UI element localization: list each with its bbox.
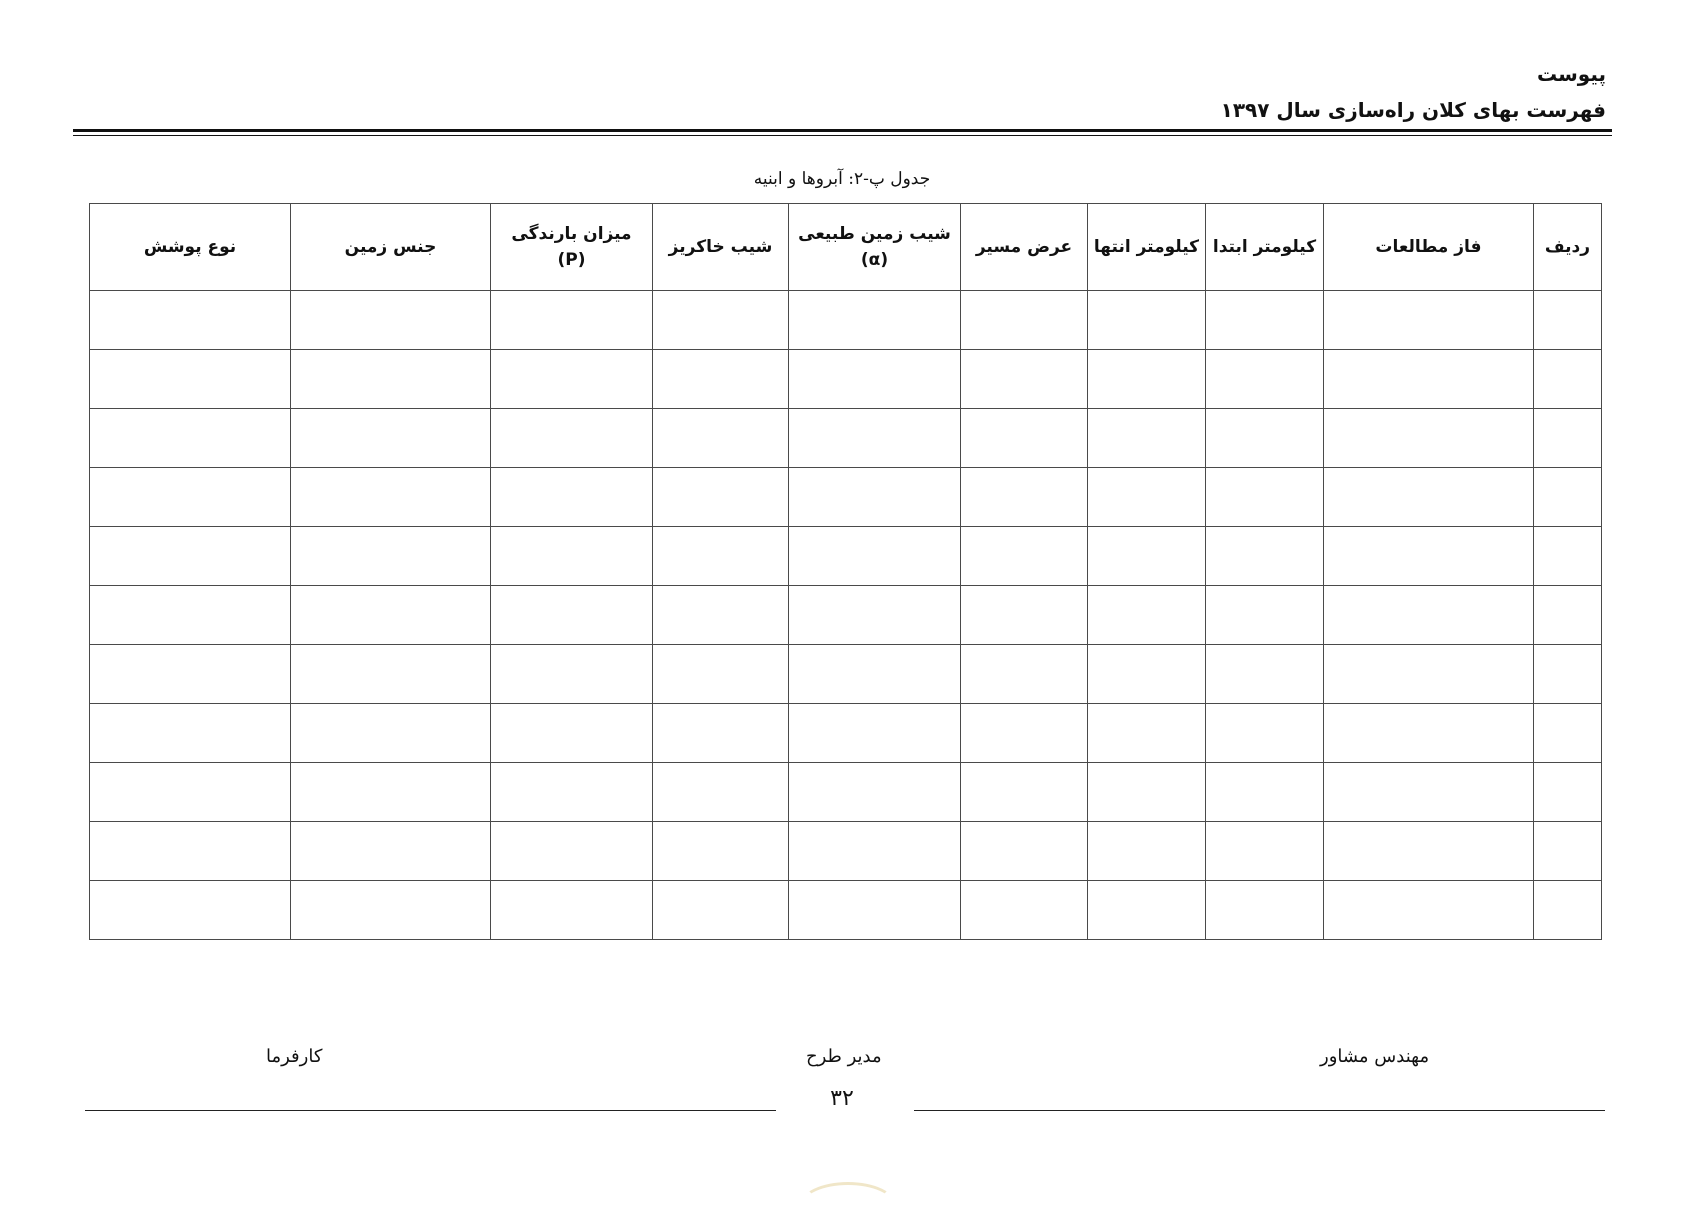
- table-cell-km_end[interactable]: [1088, 822, 1206, 881]
- table-cell-km_start[interactable]: [1206, 763, 1324, 822]
- table-cell-km_end[interactable]: [1088, 409, 1206, 468]
- table-cell-soil[interactable]: [291, 527, 491, 586]
- table-cell-km_start[interactable]: [1206, 645, 1324, 704]
- table-cell-rainfall[interactable]: [491, 822, 653, 881]
- table-cell-cover[interactable]: [90, 822, 291, 881]
- table-body: [90, 291, 1602, 940]
- table-cell-soil[interactable]: [291, 291, 491, 350]
- table-cell-soil[interactable]: [291, 822, 491, 881]
- table-cell-km_start[interactable]: [1206, 704, 1324, 763]
- table-cell-soil[interactable]: [291, 704, 491, 763]
- document-title: فهرست بهای کلان راه‌سازی سال ۱۳۹۷: [1220, 98, 1606, 122]
- column-header-rainfall: [491, 204, 653, 291]
- table-cell-km_end[interactable]: [1088, 350, 1206, 409]
- table-cell-rainfall[interactable]: [491, 409, 653, 468]
- table-cell-ground_slope[interactable]: [789, 350, 961, 409]
- table-row: [90, 645, 1602, 704]
- header-rule-thin: [73, 135, 1612, 136]
- table-cell-soil[interactable]: [291, 763, 491, 822]
- table-cell-phase[interactable]: [1324, 468, 1534, 527]
- table-cell-width[interactable]: [961, 350, 1088, 409]
- column-header-soil: [291, 204, 491, 291]
- table-cell-cover[interactable]: [90, 291, 291, 350]
- table-row: [90, 468, 1602, 527]
- section-label: پیوست: [1536, 62, 1606, 86]
- table-cell-km_start[interactable]: [1206, 350, 1324, 409]
- table-cell-rainfall[interactable]: [491, 468, 653, 527]
- table-cell-embankment_slope[interactable]: [653, 822, 789, 881]
- table-caption: جدول پ-۲: آبروها و ابنیه: [753, 169, 931, 189]
- table-cell-soil[interactable]: [291, 645, 491, 704]
- signature-label-consultant: مهندس مشاور: [1320, 1046, 1430, 1067]
- table-cell-width[interactable]: [961, 881, 1088, 940]
- data-table: [89, 203, 1602, 940]
- table-cell-km_end[interactable]: [1088, 763, 1206, 822]
- table-row: [90, 291, 1602, 350]
- table-cell-cover[interactable]: [90, 586, 291, 645]
- table-row: [90, 881, 1602, 940]
- column-header-text: (α): [860, 250, 889, 270]
- table-cell-cover[interactable]: [90, 350, 291, 409]
- table-cell-width[interactable]: [961, 763, 1088, 822]
- signature-label-employer: کارفرما: [266, 1046, 323, 1067]
- table-cell-ground_slope[interactable]: [789, 291, 961, 350]
- table-cell-km_start[interactable]: [1206, 291, 1324, 350]
- table-cell-soil[interactable]: [291, 586, 491, 645]
- table-cell-km_end[interactable]: [1088, 645, 1206, 704]
- table-cell-phase[interactable]: [1324, 881, 1534, 940]
- table-cell-km_end[interactable]: [1088, 704, 1206, 763]
- table-cell-rainfall[interactable]: [491, 645, 653, 704]
- table-cell-embankment_slope[interactable]: [653, 409, 789, 468]
- table-cell-embankment_slope[interactable]: [653, 350, 789, 409]
- table-cell-km_end[interactable]: [1088, 881, 1206, 940]
- table-cell-row[interactable]: [1534, 881, 1602, 940]
- table-cell-width[interactable]: [961, 468, 1088, 527]
- table-cell-row[interactable]: [1534, 586, 1602, 645]
- table-cell-embankment_slope[interactable]: [653, 527, 789, 586]
- table-cell-embankment_slope[interactable]: [653, 645, 789, 704]
- table-cell-cover[interactable]: [90, 409, 291, 468]
- table-cell-km_start[interactable]: [1206, 586, 1324, 645]
- table-cell-km_end[interactable]: [1088, 586, 1206, 645]
- column-header-text: عرض مسیر: [975, 237, 1073, 257]
- column-header-text: شیب خاکریز: [668, 237, 773, 257]
- table-cell-cover[interactable]: [90, 645, 291, 704]
- table-cell-km_end[interactable]: [1088, 468, 1206, 527]
- column-header-text: کیلومتر ابتدا: [1212, 237, 1317, 257]
- table-cell-phase[interactable]: [1324, 409, 1534, 468]
- table-cell-phase[interactable]: [1324, 291, 1534, 350]
- table-cell-embankment_slope[interactable]: [653, 586, 789, 645]
- seal-watermark: [800, 1182, 896, 1228]
- table-cell-ground_slope[interactable]: [789, 645, 961, 704]
- column-header-km_start: [1206, 204, 1324, 291]
- table-row: [90, 527, 1602, 586]
- table-cell-soil[interactable]: [291, 881, 491, 940]
- table-cell-width[interactable]: [961, 822, 1088, 881]
- table-cell-rainfall[interactable]: [491, 704, 653, 763]
- column-header-cover: [90, 204, 291, 291]
- table-header-row: [90, 204, 1602, 291]
- table-cell-ground_slope[interactable]: [789, 409, 961, 468]
- table-cell-km_start[interactable]: [1206, 468, 1324, 527]
- table-cell-ground_slope[interactable]: [789, 586, 961, 645]
- column-header-text: کیلومتر انتها: [1093, 237, 1200, 257]
- table-cell-ground_slope[interactable]: [789, 527, 961, 586]
- column-header-text: (P): [557, 250, 586, 270]
- table-cell-row[interactable]: [1534, 350, 1602, 409]
- signature-label-manager: مدیر طرح: [806, 1046, 882, 1067]
- table-cell-row[interactable]: [1534, 291, 1602, 350]
- table-cell-embankment_slope[interactable]: [653, 291, 789, 350]
- table-cell-row[interactable]: [1534, 822, 1602, 881]
- table-cell-embankment_slope[interactable]: [653, 763, 789, 822]
- header-rule-thick: [73, 129, 1612, 132]
- table-cell-ground_slope[interactable]: [789, 704, 961, 763]
- table-row: [90, 763, 1602, 822]
- page-number: ۳۲: [830, 1086, 854, 1111]
- table-row: [90, 822, 1602, 881]
- table-cell-km_start[interactable]: [1206, 822, 1324, 881]
- table-cell-rainfall[interactable]: [491, 291, 653, 350]
- column-header-text: ردیف: [1544, 237, 1591, 257]
- table-cell-phase[interactable]: [1324, 763, 1534, 822]
- table-cell-row[interactable]: [1534, 468, 1602, 527]
- table-cell-km_start[interactable]: [1206, 527, 1324, 586]
- table-cell-rainfall[interactable]: [491, 586, 653, 645]
- table-cell-km_end[interactable]: [1088, 527, 1206, 586]
- table-cell-soil[interactable]: [291, 350, 491, 409]
- table-cell-phase[interactable]: [1324, 527, 1534, 586]
- table-cell-phase[interactable]: [1324, 586, 1534, 645]
- table-cell-phase[interactable]: [1324, 350, 1534, 409]
- table-cell-ground_slope[interactable]: [789, 881, 961, 940]
- table-cell-embankment_slope[interactable]: [653, 881, 789, 940]
- table-cell-row[interactable]: [1534, 527, 1602, 586]
- column-header-text: شیب زمین طبیعی: [798, 224, 951, 244]
- table-cell-km_start[interactable]: [1206, 881, 1324, 940]
- table-cell-width[interactable]: [961, 645, 1088, 704]
- table-cell-cover[interactable]: [90, 881, 291, 940]
- table-row: [90, 409, 1602, 468]
- table-cell-rainfall[interactable]: [491, 881, 653, 940]
- table-cell-cover[interactable]: [90, 763, 291, 822]
- table-cell-width[interactable]: [961, 291, 1088, 350]
- table-cell-row[interactable]: [1534, 704, 1602, 763]
- column-header-ground_slope: [789, 204, 961, 291]
- table-cell-phase[interactable]: [1324, 645, 1534, 704]
- column-header-text: نوع پوشش: [143, 237, 237, 257]
- table-cell-cover[interactable]: [90, 527, 291, 586]
- table-cell-ground_slope[interactable]: [789, 822, 961, 881]
- table-cell-embankment_slope[interactable]: [653, 704, 789, 763]
- table-cell-rainfall[interactable]: [491, 763, 653, 822]
- column-header-text: فاز مطالعات: [1375, 237, 1482, 257]
- column-header-text: میزان بارندگی: [511, 224, 632, 244]
- column-header-km_end: [1088, 204, 1206, 291]
- table-cell-width[interactable]: [961, 527, 1088, 586]
- data-table-container: [89, 203, 1601, 940]
- table-cell-km_end[interactable]: [1088, 291, 1206, 350]
- table-row: [90, 350, 1602, 409]
- column-header-width: [961, 204, 1088, 291]
- column-header-text: جنس زمین: [344, 237, 437, 257]
- table-cell-width[interactable]: [961, 409, 1088, 468]
- table-cell-rainfall[interactable]: [491, 527, 653, 586]
- table-cell-phase[interactable]: [1324, 822, 1534, 881]
- column-header-row: [1534, 204, 1602, 291]
- table-cell-row[interactable]: [1534, 409, 1602, 468]
- table-cell-cover[interactable]: [90, 468, 291, 527]
- table-row: [90, 586, 1602, 645]
- table-cell-soil[interactable]: [291, 409, 491, 468]
- table-cell-row[interactable]: [1534, 645, 1602, 704]
- table-cell-embankment_slope[interactable]: [653, 468, 789, 527]
- table-cell-phase[interactable]: [1324, 704, 1534, 763]
- table-cell-width[interactable]: [961, 586, 1088, 645]
- table-cell-row[interactable]: [1534, 763, 1602, 822]
- table-cell-km_start[interactable]: [1206, 409, 1324, 468]
- column-header-phase: [1324, 204, 1534, 291]
- table-cell-cover[interactable]: [90, 704, 291, 763]
- table-cell-width[interactable]: [961, 704, 1088, 763]
- column-header-embankment_slope: [653, 204, 789, 291]
- table-cell-ground_slope[interactable]: [789, 763, 961, 822]
- signature-line-left: [85, 1110, 776, 1111]
- table-row: [90, 704, 1602, 763]
- table-cell-ground_slope[interactable]: [789, 468, 961, 527]
- signature-line-right: [914, 1110, 1605, 1111]
- table-cell-rainfall[interactable]: [491, 350, 653, 409]
- table-cell-soil[interactable]: [291, 468, 491, 527]
